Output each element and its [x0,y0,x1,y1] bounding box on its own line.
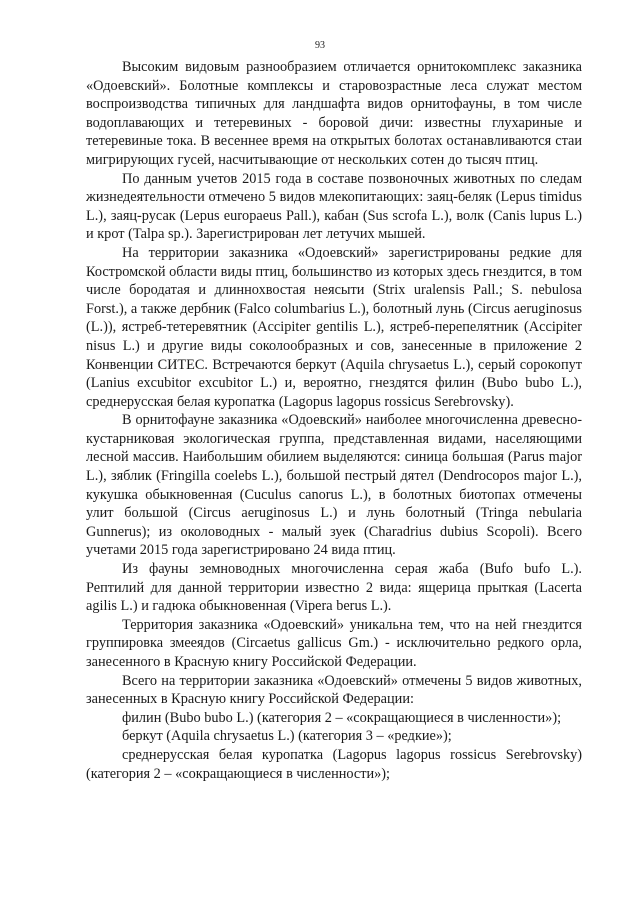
list-item: среднерусская белая куропатка (Lagopus lagopus rossicus Serebrovsky) (категория 2 – «сокращающиеся в численности»); [86,746,582,782]
body-text [86,58,582,783]
paragraph: Из фауны земноводных многочисленна серая жаба (Bufo bufo L.). Рептилий для данной территории известно 2 вида: ящерица прыткая (Lacerta agilis L.) и гадюка обыкновенная (Vipera berus L.). [86,561,582,615]
list-item: беркут (Aquila chrysaetus L.) (категория 3 – «редкие»); [122,728,452,745]
paragraph: По данным учетов 2015 года в составе позвоночных животных по следам жизнедеятельности отмечено 5 видов млекопитающих: заяц-беляк (Lepus timidus L.), заяц-русак (Lepus europaeus Pall.), кабан (Sus scrofa L.), волк (Canis lupus L.) и крот (Talpa sp.). Зарегистрирован лет летучих мышей. [86,170,582,243]
paragraph: Высоким видовым разнообразием отличается орнитокомплекс заказника «Одоевский». Болотные комплексы и старовозрастные леса служат местом воспроизводства типичных для ландшафта видов орнитофауны, в том числе водоплавающих и тетеревиных - боровой дичи: известны глухариные и тетеревиные тока. В весеннее время на открытых болотах останавливаются стаи мигрирующих гусей, насчитывающие от нескольких сотен до тысяч птиц. [86,59,582,168]
page-number: 93 [315,40,325,51]
list-item: филин (Bubo bubo L.) (категория 2 – «сокращающиеся в численности»); [122,709,562,726]
paragraph: Территория заказника «Одоевский» уникальна тем, что на ней гнездится группировка змееядов (Circaetus gallicus Gm.) - исключительно редкого орла, занесенного в Красную книгу Российской Федерации. [86,616,582,670]
paragraph: На территории заказника «Одоевский» зарегистрированы редкие для Костромской области виды птиц, большинство из которых здесь гнездится, в том числе бородатая и длиннохвостая неясыти (Strix uralensis Pall.; S. nebulosa Forst.), а также дербник (Falco columbarius L.), болотный лунь (Circus aeruginosus (L.)), ястреб-тетеревятник (Accipiter gentilis L.), ястреб-перепелятник (Accipiter nisus L.) и другие виды соколообразных и сов, занесенные в приложение 2 Конвенции СИТЕС. Встречаются беркут (Aquila chrysaetus L.), серый сорокопут (Lanius excubitor excubitor L.) и, вероятно, гнездятся филин (Bubo bubo L.), среднерусская белая куропатка (Lagopus lagopus rossicus Serebrovsky). [86,244,582,410]
paragraph: Всего на территории заказника «Одоевский» отмечены 5 видов животных, занесенных в Красную книгу Российской Федерации: [86,672,582,708]
paragraph: В орнитофауне заказника «Одоевский» наиболее многочисленна древесно-кустарниковая экологическая группа, представленная видами, населяющими лесной массив. Наибольшим обилием выделяются: синица большая (Parus major L.), зяблик (Fringilla coelebs L.), большой пестрый дятел (Dendrocopos major L.), кукушка обыкновенная (Cuculus canorus L.), в болотных биотопах отмечены улит большой (Circus aeruginosus L.) и лунь болотный (Tringa nebularia Gunnerus); из околоводных - малый зуек (Charadrius dubius Scopoli). Всего учетами 2015 года зарегистрировано 24 вида птиц. [86,412,582,559]
